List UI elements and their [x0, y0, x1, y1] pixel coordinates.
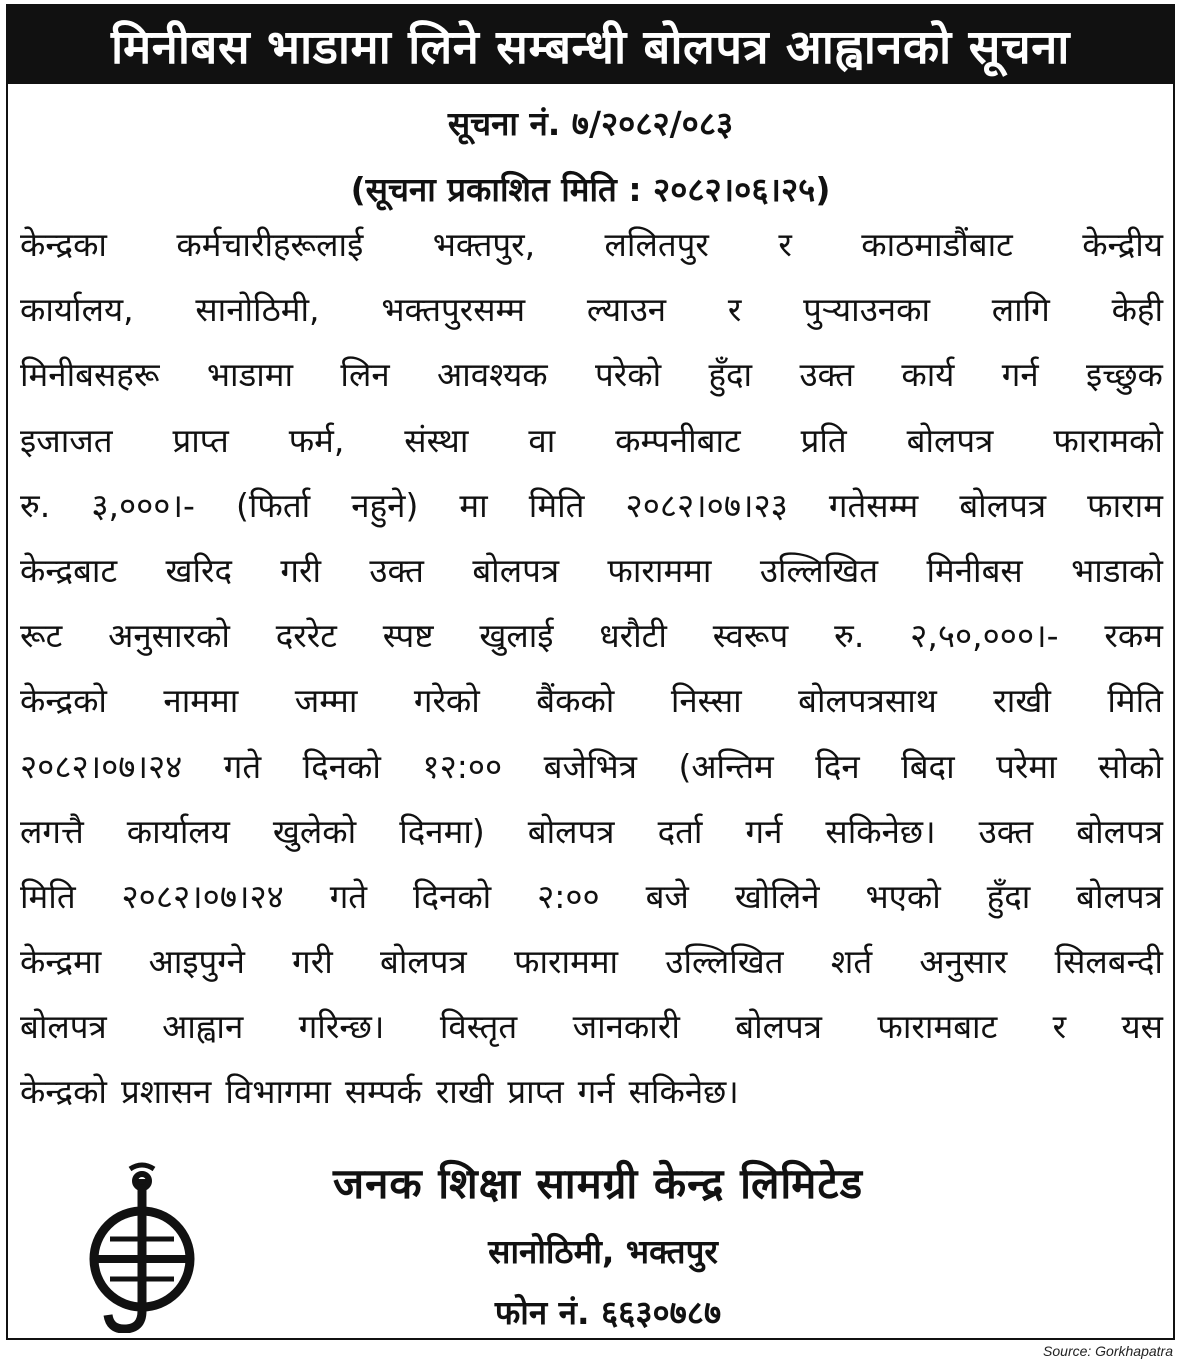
body-word: बजे	[645, 876, 689, 916]
notice-title: मिनीबस भाडामा लिने सम्बन्धी बोलपत्र आह्वानको सूचना	[8, 6, 1173, 84]
body-word: आइपुग्ने	[148, 942, 245, 982]
body-word: काठमाडौंबाट	[861, 225, 1013, 264]
body-word: कार्यालय,	[20, 290, 134, 330]
body-word: जानकारी	[572, 1007, 680, 1047]
body-word: बोलपत्र	[735, 1007, 823, 1047]
body-word: मिति	[20, 876, 76, 916]
body-word: बिदा	[901, 746, 955, 786]
body-line	[20, 212, 1163, 277]
body-word: इजाजत	[20, 420, 113, 460]
body-word: जम्मा	[294, 681, 358, 721]
body-word: प्रशासन	[120, 1072, 212, 1112]
body-line	[20, 668, 1163, 733]
body-word: दिनको	[302, 746, 381, 786]
body-word: रु.	[20, 485, 51, 525]
body-word: बैंकको	[536, 681, 615, 721]
body-word: नहुने)	[351, 485, 419, 525]
body-word: रूट	[20, 616, 63, 656]
notice-body	[20, 212, 1163, 1125]
body-word: मिनीबस	[926, 550, 1023, 590]
body-word: वा	[528, 420, 556, 460]
published-date: (सूचना प्रकाशित मिति : २०८२।०६।२५)	[350, 170, 831, 209]
body-word: गर्न	[577, 1072, 615, 1112]
body-line	[20, 1059, 1163, 1124]
body-word: लागि	[991, 290, 1050, 330]
body-word: दिनमा)	[399, 811, 485, 851]
organization-address: सानोठिमी, भक्तपुर	[488, 1232, 718, 1271]
body-word: भक्तपुर,	[432, 225, 536, 264]
body-word: स्पष्ट	[382, 616, 434, 656]
body-word: केन्द्रका	[20, 225, 107, 264]
body-word: खुलाई	[479, 616, 554, 656]
body-word: दिनको	[412, 876, 492, 916]
organization-name: जनक शिक्षा सामग्री केन्द्र लिमिटेड	[332, 1159, 864, 1208]
body-word: शर्त	[830, 942, 873, 982]
body-word: ल्याउन	[586, 290, 667, 330]
body-word: केन्द्रमा	[20, 942, 102, 982]
body-word: २:००	[537, 876, 600, 916]
body-word: सकिनेछ।	[825, 811, 936, 851]
body-word: आह्वान	[162, 1007, 244, 1047]
body-word: कार्य	[901, 355, 955, 395]
body-word: मिनीबसहरू	[20, 355, 160, 395]
body-word: फर्म,	[288, 420, 345, 460]
body-word: भएको	[865, 876, 941, 916]
body-word: २०८२।०७।२४	[121, 876, 284, 916]
body-word: दिन	[815, 746, 860, 786]
body-word: १२:००	[422, 746, 503, 786]
body-word: स्वरूप	[712, 616, 789, 656]
body-word: दर्ता	[657, 811, 703, 851]
body-line	[20, 408, 1163, 473]
body-line	[20, 734, 1163, 799]
body-word: निस्सा	[670, 681, 742, 721]
body-word: (अन्तिम	[678, 746, 774, 786]
body-word: बोलपत्र	[959, 485, 1047, 525]
body-word: गरेको	[413, 681, 480, 721]
body-word: नाममा	[163, 681, 239, 721]
body-word: परेमा	[996, 746, 1057, 786]
body-word: ललितपुर	[604, 225, 709, 264]
body-word: गते	[329, 876, 368, 916]
body-word: गर्न	[1001, 355, 1039, 395]
body-word: अनुसार	[919, 942, 1008, 982]
organization-phone: फोन नं. ६६३०७८७	[494, 1293, 722, 1332]
body-word: खोलिने	[734, 876, 820, 916]
body-word: मा	[459, 485, 488, 525]
body-word: सम्पर्क	[344, 1072, 422, 1112]
body-word: ३,०००।-	[91, 485, 195, 525]
body-word: फाराममा	[514, 942, 619, 982]
body-word: बोलपत्र	[527, 811, 615, 851]
body-word: कर्मचारीहरूलाई	[176, 225, 364, 264]
body-word: कम्पनीबाट	[615, 420, 741, 460]
body-word: लगत्तै	[20, 811, 84, 851]
body-word: फारामको	[1053, 420, 1163, 460]
body-word: केन्द्रीय	[1082, 225, 1163, 264]
body-word: २,५०,०००।-	[910, 616, 1059, 656]
body-word: भक्तपुरसम्म	[381, 290, 526, 330]
body-word: सिलबन्दी	[1054, 942, 1163, 982]
body-word: उल्लिखित	[759, 550, 879, 590]
body-word: इच्छुक	[1086, 355, 1163, 395]
body-word: बोलपत्र	[1076, 811, 1163, 851]
body-word: मिति	[528, 485, 585, 525]
body-line	[20, 929, 1163, 994]
body-word: बजेभित्र	[543, 746, 637, 786]
body-line	[20, 864, 1163, 929]
body-word: (फिर्ता	[235, 485, 311, 525]
body-word: गरिन्छ।	[298, 1007, 385, 1047]
body-word: बोलपत्र	[1076, 876, 1163, 916]
body-word: फाराममा	[607, 550, 712, 590]
body-word: गरी	[292, 942, 333, 982]
body-word: भाडाको	[1071, 550, 1163, 590]
body-word: सानोठिमी,	[195, 290, 320, 330]
body-word: बोलपत्र	[20, 1007, 107, 1047]
source-credit: Source: Gorkhapatra	[1043, 1343, 1173, 1359]
body-word: राखी	[435, 1072, 494, 1112]
janak-emblem-icon	[80, 1161, 200, 1333]
body-line	[20, 538, 1163, 603]
body-word: लिन	[340, 355, 390, 395]
body-word: संस्था	[404, 420, 469, 460]
body-word: र	[778, 225, 792, 264]
body-word: फाराम	[1087, 485, 1163, 525]
body-word: प्रति	[800, 420, 847, 460]
body-line	[20, 342, 1163, 407]
body-word: गतेसम्म	[828, 485, 919, 525]
body-word: अनुसारको	[108, 616, 230, 656]
body-word: केन्द्रको	[20, 681, 107, 721]
body-word: केन्द्रको	[20, 1072, 107, 1112]
body-word: गरी	[280, 550, 321, 590]
body-word: विभागमा	[225, 1072, 331, 1112]
body-word: बोलपत्रसाथ	[798, 681, 937, 721]
body-word: बोलपत्र	[472, 550, 560, 590]
body-word: खरिद	[165, 550, 233, 590]
body-line	[20, 277, 1163, 342]
body-word: बोलपत्र	[380, 942, 467, 982]
body-word: सोको	[1098, 746, 1163, 786]
body-line	[20, 603, 1163, 668]
body-word: उक्त	[799, 355, 855, 395]
body-word: मिति	[1107, 681, 1163, 721]
body-word: उक्त	[978, 811, 1034, 851]
notice-number: सूचना नं. ७/२०८२/०८३	[447, 104, 734, 143]
body-word: हुँदा	[986, 876, 1031, 916]
body-word: गते	[223, 746, 262, 786]
body-word: पुर्‍याउनका	[803, 290, 931, 330]
body-word: भाडामा	[206, 355, 294, 395]
body-word: फारामबाट	[877, 1007, 998, 1047]
body-word: र	[1052, 1007, 1067, 1047]
body-word: राखी	[993, 681, 1051, 721]
body-word: उल्लिखित	[665, 942, 784, 982]
body-word: विस्तृत	[439, 1007, 518, 1047]
body-word: सकिनेछ।	[628, 1072, 739, 1112]
body-word: परेको	[594, 355, 662, 395]
body-word: कार्यालय	[126, 811, 230, 851]
body-word: यस	[1121, 1007, 1163, 1047]
body-word: केही	[1111, 290, 1163, 330]
body-word: र	[727, 290, 742, 330]
body-word: २०८२।०७।२४	[20, 746, 183, 786]
body-word: प्राप्त	[172, 420, 229, 460]
body-word: आवश्यक	[437, 355, 548, 395]
notice-frame	[6, 4, 1175, 1340]
body-word: खुलेको	[272, 811, 357, 851]
body-word: प्राप्त	[507, 1072, 564, 1112]
body-line	[20, 799, 1163, 864]
body-word: दररेट	[275, 616, 337, 656]
body-word: बोलपत्र	[906, 420, 994, 460]
body-word: २०८२।०७।२३	[625, 485, 788, 525]
body-word: उक्त	[369, 550, 424, 590]
body-line	[20, 994, 1163, 1059]
body-word: केन्द्रबाट	[20, 550, 118, 590]
body-word: धरौटी	[599, 616, 667, 656]
body-word: गर्न	[745, 811, 783, 851]
body-line	[20, 473, 1163, 538]
body-word: रु.	[834, 616, 865, 656]
body-word: रकम	[1104, 616, 1163, 656]
body-word: हुँदा	[708, 355, 753, 395]
